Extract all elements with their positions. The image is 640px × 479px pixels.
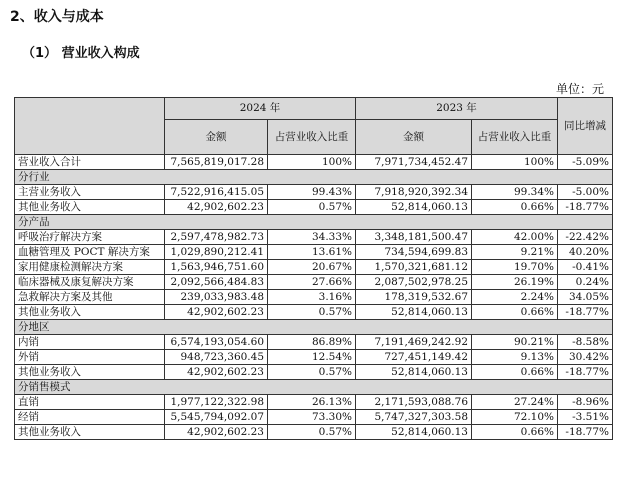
row-value: 3.16%: [268, 290, 356, 305]
header-share-previous: 占营业收入比重: [472, 120, 558, 155]
row-value: 27.66%: [268, 275, 356, 290]
row-value: -18.77%: [558, 200, 613, 215]
row-label: 其他业务收入: [15, 365, 165, 380]
row-label: 家用健康检测解决方案: [15, 260, 165, 275]
row-label: 其他业务收入: [15, 425, 165, 440]
table-body: [15, 155, 613, 440]
row-value: 40.20%: [558, 245, 613, 260]
row-value: 13.61%: [268, 245, 356, 260]
row-value: 1,570,321,681.12: [356, 260, 472, 275]
row-value: 100%: [268, 155, 356, 170]
row-value: 0.24%: [558, 275, 613, 290]
row-value: 42,902,602.23: [165, 200, 268, 215]
table-row: [15, 230, 613, 245]
row-value: 26.13%: [268, 395, 356, 410]
row-value: -0.41%: [558, 260, 613, 275]
row-value: 9.21%: [472, 245, 558, 260]
row-value: 90.21%: [472, 335, 558, 350]
row-value: 0.66%: [472, 365, 558, 380]
row-value: 72.10%: [472, 410, 558, 425]
row-value: 42,902,602.23: [165, 425, 268, 440]
row-value: 1,977,122,322.98: [165, 395, 268, 410]
row-value: -18.77%: [558, 305, 613, 320]
header-share-current: 占营业收入比重: [268, 120, 356, 155]
section-title: 分销售模式: [15, 380, 613, 395]
table-row: [15, 305, 613, 320]
row-value: 3,348,181,500.47: [356, 230, 472, 245]
row-value: -18.77%: [558, 425, 613, 440]
table-row: [15, 395, 613, 410]
table-row: [15, 335, 613, 350]
row-value: 7,565,819,017.28: [165, 155, 268, 170]
row-value: 2,087,502,978.25: [356, 275, 472, 290]
row-value: 0.66%: [472, 425, 558, 440]
header-year-current: 2024 年: [165, 98, 356, 120]
row-value: -18.77%: [558, 365, 613, 380]
row-value: 19.70%: [472, 260, 558, 275]
row-value: 7,522,916,415.05: [165, 185, 268, 200]
row-label: 血糖管理及 POCT 解决方案: [15, 245, 165, 260]
row-value: 73.30%: [268, 410, 356, 425]
row-value: 0.66%: [472, 200, 558, 215]
row-value: 239,033,983.48: [165, 290, 268, 305]
revenue-table: [14, 97, 613, 440]
row-value: 0.66%: [472, 305, 558, 320]
table-row: [15, 245, 613, 260]
row-value: 42,902,602.23: [165, 305, 268, 320]
row-value: 100%: [472, 155, 558, 170]
row-value: 99.34%: [472, 185, 558, 200]
row-value: 52,814,060.13: [356, 200, 472, 215]
section-title: 分产品: [15, 215, 613, 230]
row-value: 0.57%: [268, 200, 356, 215]
row-label: 急救解决方案及其他: [15, 290, 165, 305]
row-value: 99.43%: [268, 185, 356, 200]
section-header-row: [15, 380, 613, 395]
row-value: -5.00%: [558, 185, 613, 200]
section-title: 分地区: [15, 320, 613, 335]
table-row: [15, 275, 613, 290]
table-row: [15, 290, 613, 305]
row-value: 86.89%: [268, 335, 356, 350]
row-value: 42,902,602.23: [165, 365, 268, 380]
section-header-row: [15, 320, 613, 335]
row-value: -3.51%: [558, 410, 613, 425]
row-value: 6,574,193,054.60: [165, 335, 268, 350]
section-header-row: [15, 170, 613, 185]
row-label: 内销: [15, 335, 165, 350]
row-value: 52,814,060.13: [356, 365, 472, 380]
row-value: -8.58%: [558, 335, 613, 350]
row-value: 2,597,478,982.73: [165, 230, 268, 245]
row-value: -8.96%: [558, 395, 613, 410]
row-value: 734,594,699.83: [356, 245, 472, 260]
row-value: -5.09%: [558, 155, 613, 170]
row-value: 9.13%: [472, 350, 558, 365]
table-row: [15, 425, 613, 440]
row-label: 其他业务收入: [15, 200, 165, 215]
section-header-row: [15, 215, 613, 230]
row-value: -22.42%: [558, 230, 613, 245]
header-amount-previous: 金额: [356, 120, 472, 155]
row-value: 42.00%: [472, 230, 558, 245]
section-title: 分行业: [15, 170, 613, 185]
row-value: 0.57%: [268, 305, 356, 320]
row-label: 营业收入合计: [15, 155, 165, 170]
header-blank: [15, 98, 165, 155]
unit-label: 单位：元: [555, 82, 604, 96]
row-value: 0.57%: [268, 365, 356, 380]
row-value: 7,971,734,452.47: [356, 155, 472, 170]
row-label: 呼吸治疗解决方案: [15, 230, 165, 245]
row-label: 其他业务收入: [15, 305, 165, 320]
table-row: [15, 185, 613, 200]
section-heading: 2、收入与成本: [10, 9, 104, 25]
row-value: 7,918,920,392.34: [356, 185, 472, 200]
row-value: 20.67%: [268, 260, 356, 275]
table-row: [15, 365, 613, 380]
subsection-heading: （1） 营业收入构成: [22, 46, 140, 61]
table-row: [15, 410, 613, 425]
row-label: 主营业务收入: [15, 185, 165, 200]
row-value: 0.57%: [268, 425, 356, 440]
row-label: 临床器械及康复解决方案: [15, 275, 165, 290]
row-value: 1,563,946,751.60: [165, 260, 268, 275]
row-value: 52,814,060.13: [356, 305, 472, 320]
row-value: 52,814,060.13: [356, 425, 472, 440]
header-yoy: 同比增减: [558, 98, 613, 155]
row-value: 34.05%: [558, 290, 613, 305]
table-row: [15, 155, 613, 170]
row-value: 178,319,532.67: [356, 290, 472, 305]
row-value: 2.24%: [472, 290, 558, 305]
table-row: [15, 350, 613, 365]
row-value: 5,747,327,303.58: [356, 410, 472, 425]
row-label: 经销: [15, 410, 165, 425]
row-label: 直销: [15, 395, 165, 410]
row-value: 2,092,566,484.83: [165, 275, 268, 290]
row-value: 26.19%: [472, 275, 558, 290]
row-value: 30.42%: [558, 350, 613, 365]
row-value: 12.54%: [268, 350, 356, 365]
row-label: 外销: [15, 350, 165, 365]
header-amount-current: 金额: [165, 120, 268, 155]
row-value: 7,191,469,242.92: [356, 335, 472, 350]
table-row: [15, 260, 613, 275]
row-value: 27.24%: [472, 395, 558, 410]
header-year-previous: 2023 年: [356, 98, 558, 120]
row-value: 5,545,794,092.07: [165, 410, 268, 425]
row-value: 2,171,593,088.76: [356, 395, 472, 410]
row-value: 1,029,890,212.41: [165, 245, 268, 260]
row-value: 727,451,149.42: [356, 350, 472, 365]
row-value: 948,723,360.45: [165, 350, 268, 365]
row-value: 34.33%: [268, 230, 356, 245]
table-row: [15, 200, 613, 215]
